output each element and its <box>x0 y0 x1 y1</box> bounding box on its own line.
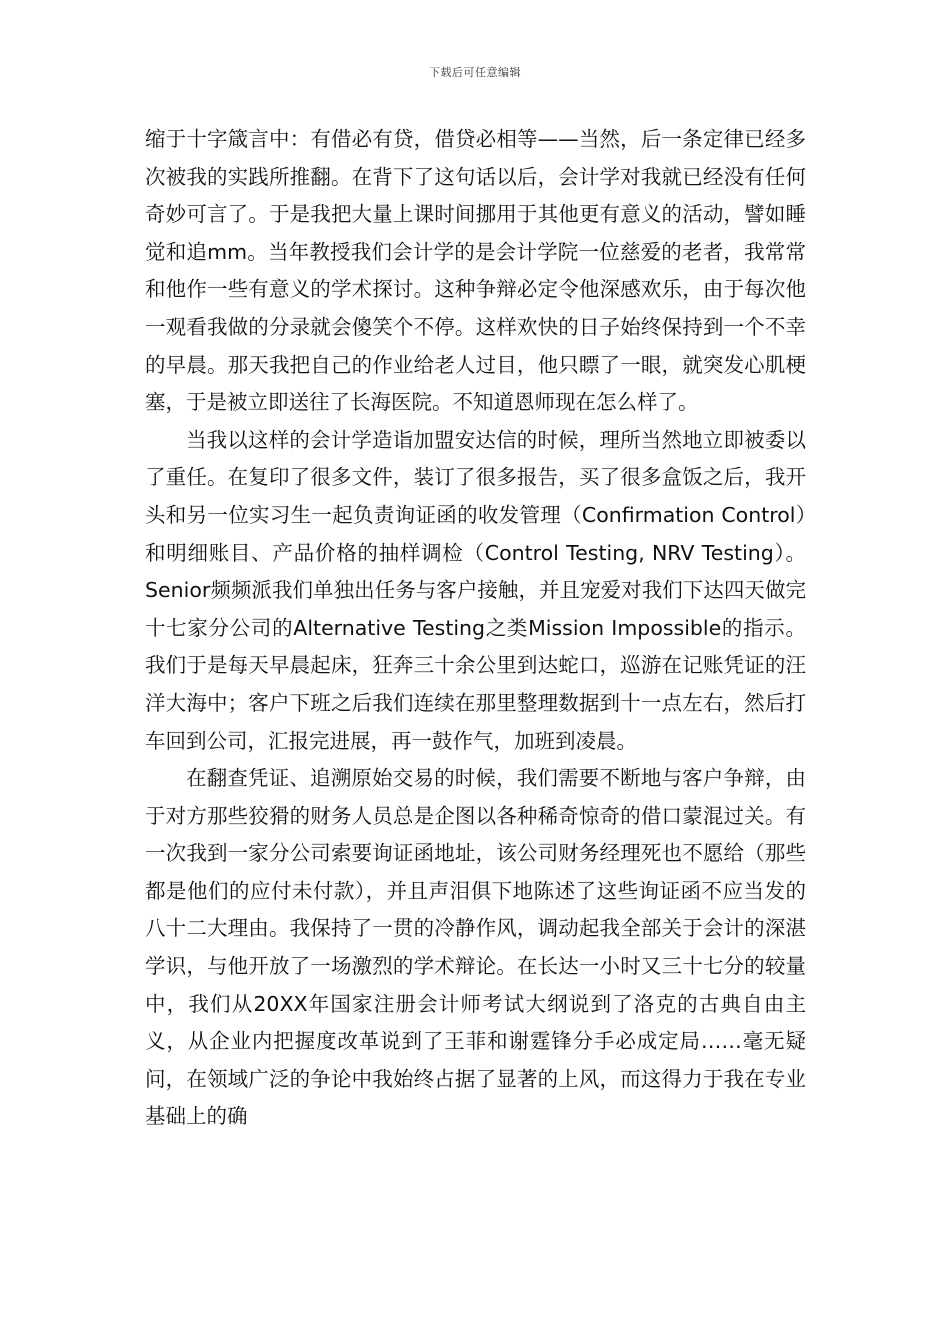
page-header: 下载后可任意编辑 <box>429 66 521 79</box>
paragraph-3: 在翻查凭证、追溯原始交易的时候，我们需要不断地与客户争辩，由于对方那些狡猾的财务人员总是企图以各种稀奇惊奇的借口蒙混过关。有一次我到一家分公司索要询证函地址，该公司财务经理死也不愿给（那些都是他们的应付未付款），并且声泪俱下地陈述了这些询证函不应当发的八十二大理由。我保持了一贯的冷静作风，调动起我全部关于会计的深湛学识，与他开放了一场激烈的学术辩论。在长达一小时又三十七分的较量中，我们从20XX年国家注册会计师考试大纲说到了洛克的古典自由主义，从企业内把握度改革说到了王菲和谢霆锋分手必成定局……毫无疑问，在领域广泛的争论中我始终占据了显著的上风，而这得力于我在专业基础上的确 <box>145 766 806 1129</box>
document-body <box>145 121 806 1136</box>
paragraph-2: 当我以这样的会计学造诣加盟安达信的时候，理所当然地立即被委以了重任。在复印了很多文件，装订了很多报告，买了很多盒饭之后，我开头和另一位实习生一起负责询证函的收发管理（Confirmation Control）和明细账目、产品价格的抽样调检（Control Testing, NRV Testing）。Senior频频派我们单独出任务与客户接触，并且宠爱对我们下达四天做完十七家分公司的Alternative Testing之类Mission Impossible的指示。我们于是每天早晨起床，狂奔三十余公里到达蛇口，巡游在记账凭证的汪洋大海中；客户下班之后我们连续在那里整理数据到十一点左右，然后打车回到公司，汇报完进展，再一鼓作气，加班到凌晨。 <box>145 427 806 753</box>
paragraph-1: 缩于十字箴言中：有借必有贷，借贷必相等——当然，后一条定律已经多次被我的实践所推翻。在背下了这句话以后，会计学对我就已经没有任何奇妙可言了。于是我把大量上课时间挪用于其他更有意义的活动，譬如睡觉和追mm。当年教授我们会计学的是会计学院一位慈爱的老者，我常常和他作一些有意义的学术探讨。这种争辩必定令他深感欢乐，由于每次他一观看我做的分录就会傻笑个不停。这样欢快的日子始终保持到一个不幸的早晨。那天我把自己的作业给老人过目，他只瞟了一眼，就突发心肌梗塞，于是被立即送往了长海医院。不知道恩师现在怎么样了。 <box>145 127 806 415</box>
